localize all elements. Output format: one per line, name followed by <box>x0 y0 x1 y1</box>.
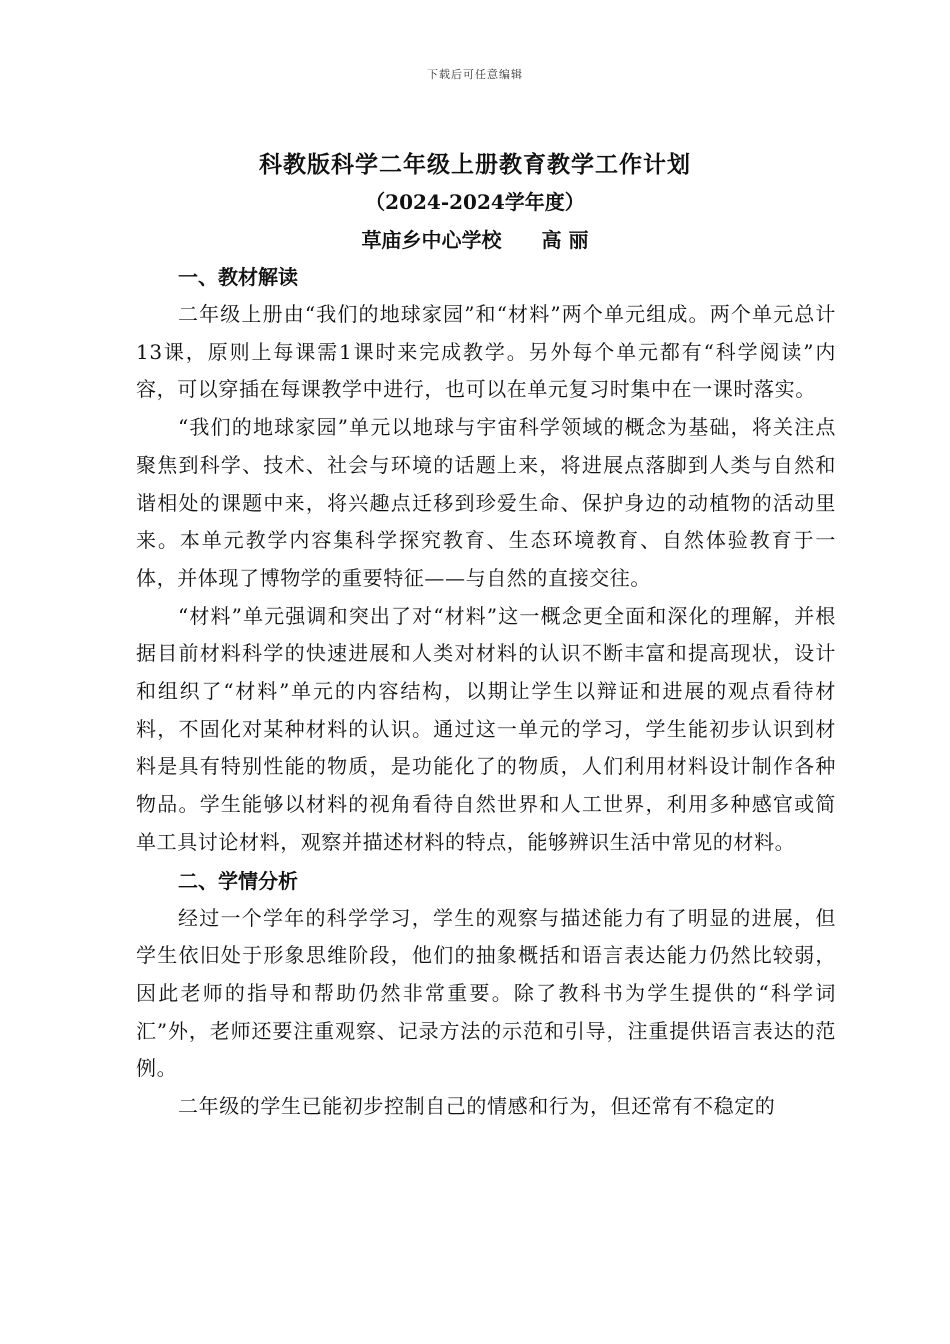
paragraph: 二年级的学生已能初步控制自己的情感和行为，但还常有不稳定的 <box>178 1094 776 1119</box>
paragraph: “我们的地球家园”单元以地球与宇宙科学领域的概念为基础，将关注点聚焦到科学、技术、社会与环境的话题上来，将进展点落脚到人类与自然和谐相处的课题中来，将兴趣点迁移到珍爱生命、保护身边的动植物的活动里来。本单元教学内容集科学探究教育、生态环境教育、自然体验教育于一体，并体现了博物学的重要特征——与自然的直接交往。 <box>136 415 836 590</box>
section-heading-materials: 一、教材解读 <box>178 265 298 289</box>
author-line: 草庙乡中心学校 高 丽 <box>361 228 589 252</box>
header-note: 下载后可任意编辑 <box>427 68 523 81</box>
paragraph: 二年级上册由“我们的地球家园”和“材料”两个单元组成。两个单元总计13课，原则上每课需1课时来完成教学。另外每个单元都有“科学阅读”内容，可以穿插在每课教学中进行，也可以在单元复习时集中在一课时落实。 <box>136 302 836 402</box>
document-body <box>136 258 836 1126</box>
document-subtitle: （2024-2024学年度） <box>365 190 585 214</box>
paragraph: “材料”单元强调和突出了对“材料”这一概念更全面和深化的理解，并根据目前材料科学的快速进展和人类对材料的认识不断丰富和提高现状，设计和组织了“材料”单元的内容结构，以期让学生以辩证和进展的观点看待材料，不固化对某种材料的认识。通过这一单元的学习，学生能初步认识到材料是具有特别性能的物质，是功能化了的物质，人们利用材料设计制作各种物品。学生能够以材料的视角看待自然世界和人工世界，利用多种感官或简单工具讨论材料，观察并描述材料的特点，能够辨识生活中常见的材料。 <box>136 603 836 854</box>
section-heading-students: 二、学情分析 <box>178 868 298 893</box>
paragraph: 经过一个学年的科学学习，学生的观察与描述能力有了明显的进展，但学生依旧处于形象思维阶段，他们的抽象概括和语言表达能力仍然比较弱，因此老师的指导和帮助仍然非常重要。除了教科书为学生提供的“科学词汇”外，老师还要注重观察、记录方法的示范和引导，注重提供语言表达的范例。 <box>136 905 836 1081</box>
document-title: 科教版科学二年级上册教育教学工作计划 <box>259 151 691 178</box>
